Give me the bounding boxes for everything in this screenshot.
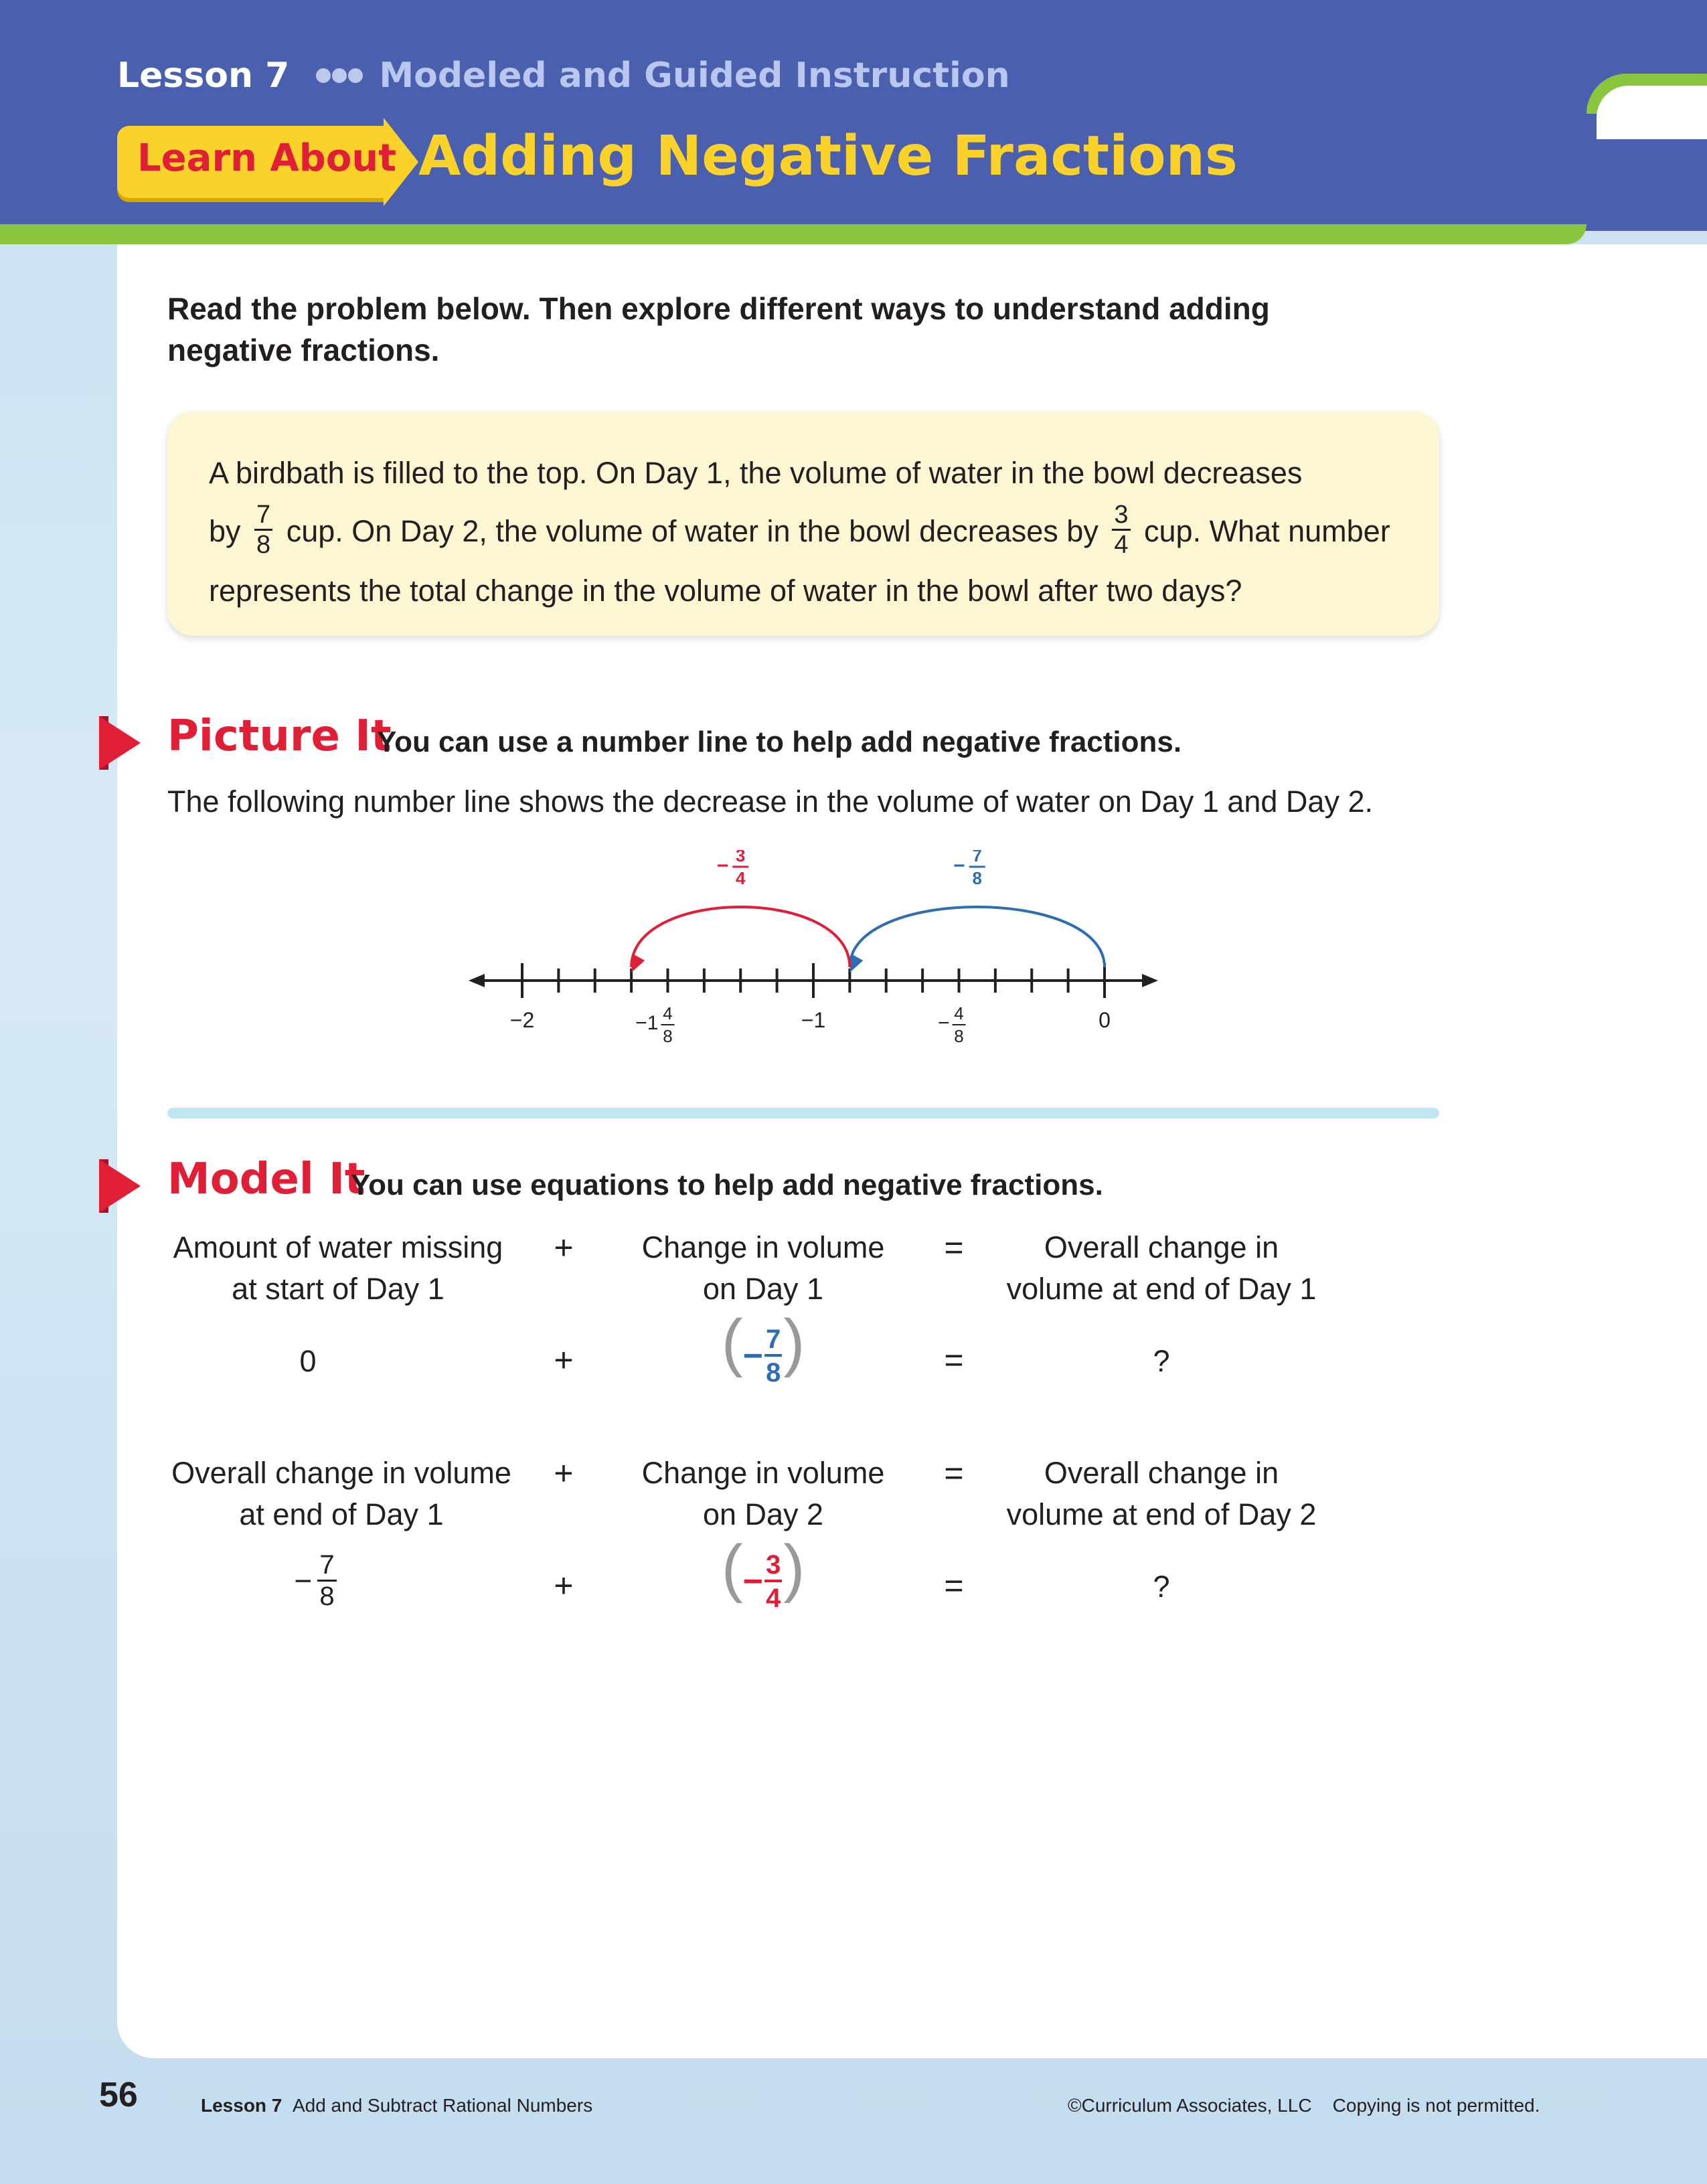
model-it-title: Model It <box>167 1155 365 1204</box>
jump-label <box>953 850 985 888</box>
equation-1-result: ? <box>1153 1344 1170 1378</box>
jump-label-sign: − <box>953 855 965 877</box>
section-flag-icon <box>99 716 141 770</box>
equation-1-result-label: Overall change in volume at end of Day 1 <box>1006 1230 1317 1306</box>
picture-it-description: The following number line shows the decrease in the volume of water on Day 1 and Day 2. <box>167 784 1373 819</box>
model-it-subtitle: You can use equations to help add negative fractions. <box>351 1169 1103 1201</box>
equation-1-term-b-label: Change in volume on Day 1 <box>641 1230 885 1306</box>
number-line-label <box>801 1008 825 1032</box>
tick-label: 0 <box>1099 1008 1111 1032</box>
equation-2-term-b-label: Change in volume on Day 2 <box>641 1456 885 1531</box>
problem-line-3: represents the total change in the volume of water in the bowl after two days? <box>209 573 1242 608</box>
problem-text <box>209 444 1390 620</box>
arrow-head-icon <box>631 954 645 973</box>
number-line-label <box>938 1003 966 1046</box>
fraction-seven-eighths: $\frac{7}{8}$ <box>254 502 272 558</box>
tick-label: −2 <box>509 1008 535 1032</box>
equals-sign: = <box>944 1454 964 1492</box>
equation-2-result: ? <box>1153 1570 1170 1604</box>
plus-sign: + <box>554 1229 574 1266</box>
arrow-head-icon <box>849 954 863 973</box>
tick-label-numerator: 4 <box>663 1003 673 1023</box>
equals-sign: = <box>944 1229 964 1266</box>
tick-label-whole: − <box>937 1012 950 1034</box>
tick-label: −1 <box>801 1008 826 1032</box>
equation-2-term-b: (− $\frac{3}{4}$ ) <box>721 1532 805 1614</box>
section-divider <box>167 1108 1439 1118</box>
equation-2-term-a-label: Overall change in volume at end of Day 1 <box>171 1456 511 1531</box>
equation-1-term-a-label: Amount of water missing at start of Day 1 <box>173 1230 503 1306</box>
tick-label-numerator: 4 <box>954 1003 964 1023</box>
equation-1-term-b: (− $\frac{7}{8}$ ) <box>721 1307 805 1388</box>
group-people-icon <box>316 68 364 83</box>
jump-label-numerator: 7 <box>972 850 982 865</box>
problem-line-1: A birdbath is filled to the top. On Day 1, the volume of water in the bowl decreases <box>209 456 1303 490</box>
jump-label <box>717 850 749 888</box>
number-line <box>462 850 1171 1071</box>
instruction-type: Modeled and Guided Instruction <box>379 56 1010 96</box>
fraction-three-fourths: $\frac{3}{4}$ <box>1112 502 1130 558</box>
plus-sign: + <box>554 1567 574 1604</box>
picture-it-title: Picture It <box>167 711 392 761</box>
picture-it-subtitle: You can use a number line to help add negative fractions. <box>377 726 1182 758</box>
equation-2-result-label: Overall change in volume at end of Day 2 <box>1006 1456 1317 1531</box>
arrow-right-icon <box>1142 974 1158 987</box>
arrow-left-icon <box>469 974 485 987</box>
problem-line-2: by $\frac{7}{8}$ cup. On Day 2, the volume of water in the bowl decreases by $\frac{3}{4}$ cup. What number <box>209 500 1390 559</box>
equals-sign: = <box>944 1567 964 1604</box>
jump-arc <box>849 907 1105 967</box>
equation-1-term-a: 0 <box>299 1344 317 1378</box>
section-flag-icon <box>99 1159 141 1213</box>
intro-instructions: Read the problem below. Then explore different ways to understand adding negative fractions. <box>167 291 1270 367</box>
number-line-label <box>510 1008 534 1032</box>
tick-label-whole: −1 <box>635 1012 659 1034</box>
lesson-number: Lesson 7 <box>117 56 290 96</box>
problem-box <box>167 412 1439 636</box>
jump-label-numerator: 3 <box>736 850 746 865</box>
jump-arc <box>631 907 849 967</box>
footer-lesson: Lesson 7 Add and Subtract Rational Numbers <box>201 2095 593 2116</box>
lesson-row <box>117 52 1010 99</box>
tick-label-denominator: 8 <box>954 1026 964 1046</box>
learn-about-label: Learn About <box>137 137 396 180</box>
plus-sign: + <box>554 1341 574 1379</box>
page-title: Adding Negative Fractions <box>418 124 1238 188</box>
equals-sign: = <box>944 1341 964 1379</box>
jump-label-denominator: 8 <box>972 868 982 888</box>
footer-copyright: ©Curriculum Associates, LLC Copying is not permitted. <box>1068 2095 1540 2116</box>
header-green-band <box>0 224 1587 244</box>
equation-2-term-a: − $\frac{7}{8}$ <box>268 1551 368 1610</box>
jump-label-sign: − <box>716 855 729 877</box>
page-number: 56 <box>99 2076 138 2114</box>
number-line-label <box>635 1003 674 1046</box>
plus-sign: + <box>554 1454 574 1492</box>
jump-label-denominator: 4 <box>736 868 746 888</box>
tick-label-denominator: 8 <box>663 1026 673 1046</box>
page-tab-white <box>1597 86 1707 139</box>
number-line-label <box>1099 1008 1111 1032</box>
